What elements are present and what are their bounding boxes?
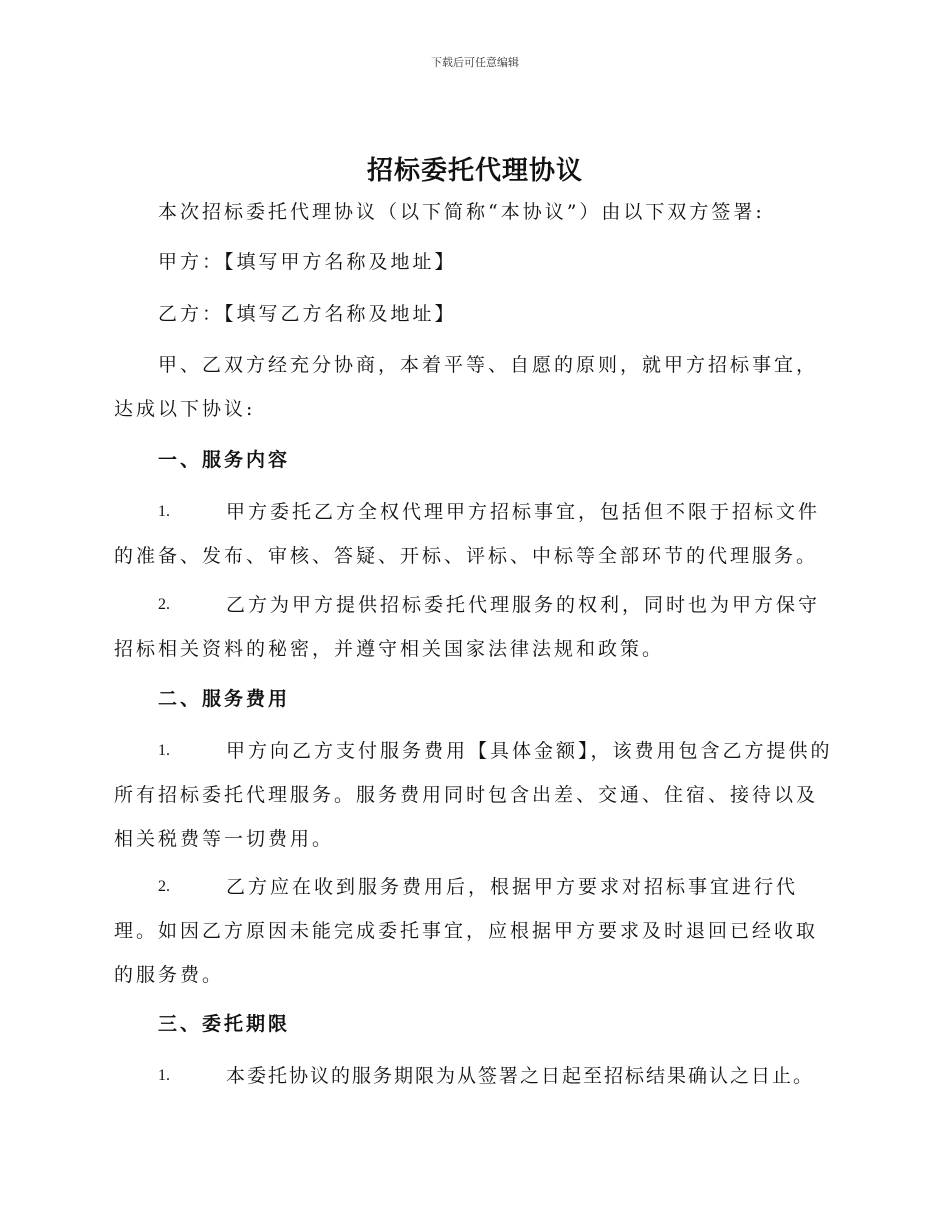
item-number: 2.	[158, 596, 170, 613]
list-item: 甲方向乙方支付服务费用【具体金额】，该费用包含乙方提供的所有招标委托代理服务。服务费用同时包含出差、交通、住宿、接待以及相关税费等一切费用。	[114, 740, 833, 850]
list-item: 本委托协议的服务期限为从签署之日起至招标结果确认之日止。	[226, 1065, 815, 1087]
page-header-note: 下载后可任意编辑	[431, 56, 519, 69]
item-number: 1.	[158, 503, 170, 520]
section-heading: 三、委托期限	[158, 1013, 291, 1035]
intro-paragraph: 本次招标委托代理协议（以下简称“本协议”）由以下双方签署:	[158, 201, 765, 223]
item-number: 2.	[158, 878, 170, 895]
party-a-line: 甲方：【填写甲方名称及地址】	[158, 251, 457, 273]
item-number: 1.	[158, 1067, 170, 1084]
preamble-paragraph: 甲、乙双方经充分协商，本着平等、自愿的原则，就甲方招标事宜，达成以下协议:	[114, 354, 819, 420]
list-item: 甲方委托乙方全权代理甲方招标事宜，包括但不限于招标文件的准备、发布、审核、答疑、开标、评标、中标等全部环节的代理服务。	[114, 501, 821, 567]
party-b-line: 乙方：【填写乙方名称及地址】	[158, 303, 457, 325]
list-item: 乙方应在收到服务费用后，根据甲方要求对招标事宜进行代理。如因乙方原因未能完成委托事宜，应根据甲方要求及时退回已经收取的服务费。	[114, 876, 819, 986]
item-number: 1.	[158, 742, 170, 759]
list-item: 乙方为甲方提供招标委托代理服务的权利，同时也为甲方保守招标相关资料的秘密，并遵守相关国家法律法规和政策。	[114, 594, 821, 660]
section-heading: 二、服务费用	[158, 688, 291, 710]
document-title: 招标委托代理协议	[366, 156, 583, 186]
section-heading: 一、服务内容	[158, 449, 291, 471]
